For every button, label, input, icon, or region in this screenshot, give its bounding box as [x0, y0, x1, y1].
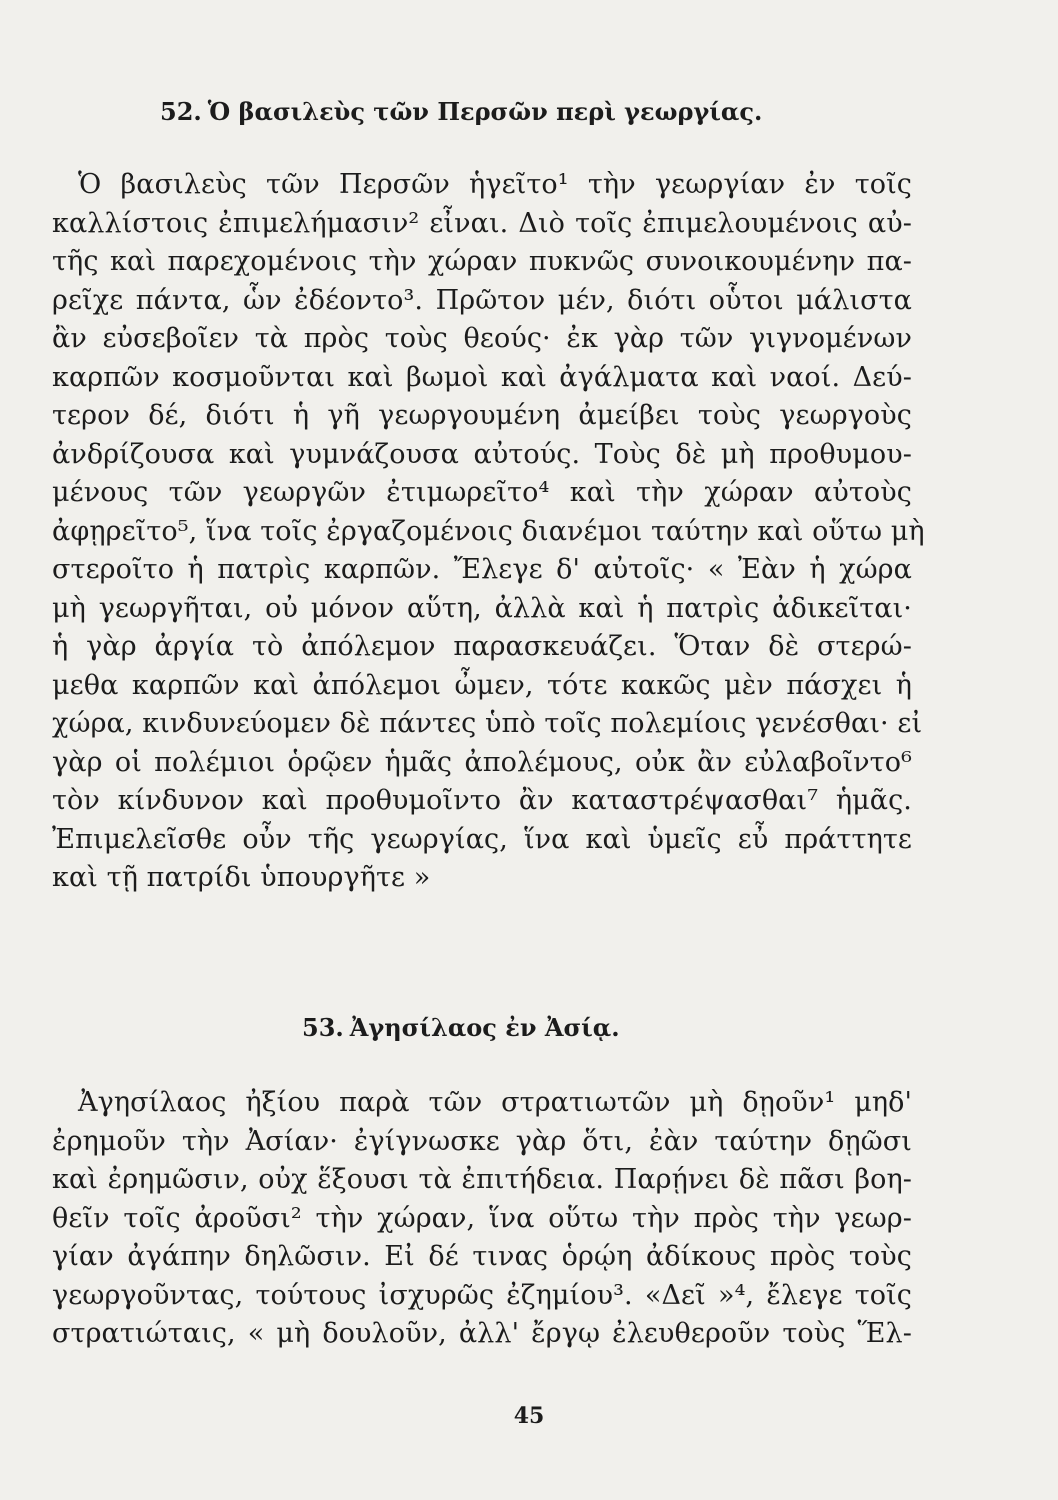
- section-52-number: 52.: [160, 97, 202, 126]
- page-number: 45: [513, 1403, 545, 1429]
- text-line: Ἐπιμελεῖσθε οὖν τῆς γεωργίας, ἵνα καὶ ὑμεῖς εὖ πράττητε: [52, 823, 912, 855]
- text-line: στεροῖτο ἡ πατρὶς καρπῶν. Ἔλεγε δ' αὐτοῖς· « Ἐὰν ἡ χώρα: [52, 554, 912, 585]
- text-line: ἐρημοῦν τὴν Ἀσίαν· ἐγίγνωσκε γὰρ ὅτι, ἐὰν ταύτην δῃῶσι: [52, 1125, 912, 1157]
- text-line: ἂν εὐσεβοῖεν τὰ πρὸς τοὺς θεούς· ἐκ γὰρ τῶν γιγνομένων: [52, 323, 912, 354]
- text-line: μεθα καρπῶν καὶ ἀπόλεμοι ὦμεν, τότε κακῶς μὲν πάσχει ἡ: [52, 669, 912, 701]
- section-53-number: 53.: [302, 1013, 344, 1042]
- text-line: γεωργοῦντας, τούτους ἰσχυρῶς ἐζημίου³. «Δεῖ »⁴, ἔλεγε τοῖς: [52, 1279, 912, 1311]
- section-52-heading: [52, 96, 912, 128]
- text-line: στρατιώταις, « μὴ δουλοῦν, ἀλλ' ἔργῳ ἐλευθεροῦν τοὺς Ἕλ-: [52, 1318, 912, 1349]
- text-line: θεῖν τοῖς ἀροῦσι² τὴν χώραν, ἵνα οὕτω τὴν πρὸς τὴν γεωρ-: [52, 1202, 912, 1234]
- text-line: ἡ γὰρ ἀργία τὸ ἀπόλεμον παρασκευάζει. Ὅταν δὲ στερώ-: [52, 631, 912, 662]
- text-line: Ὁ βασιλεὺς τῶν Περσῶν ἡγεῖτο¹ τὴν γεωργίαν ἐν τοῖς: [78, 169, 912, 200]
- section-53: [52, 1012, 912, 1354]
- text-line: τερον δέ, διότι ἡ γῆ γεωργουμένη ἀμείβει τοὺς γεωργοὺς: [52, 400, 912, 431]
- text-line: ἀνδρίζουσα καὶ γυμνάζουσα αὐτούς. Τοὺς δὲ μὴ προθυμου-: [52, 438, 912, 470]
- text-line: γὰρ οἱ πολέμιοι ὁρῷεν ἡμᾶς ἀπολέμους, οὐκ ἂν εὐλαβοῖντο⁶: [52, 746, 912, 778]
- text-line: καὶ τῇ πατρίδι ὑπουργῆτε »: [52, 862, 431, 893]
- section-52-title: Ὁ βασιλεὺς τῶν Περσῶν περὶ γεωργίας.: [207, 97, 763, 126]
- text-line: μὴ γεωργῆται, οὐ μόνον αὕτη, ἀλλὰ καὶ ἡ πατρὶς ἀδικεῖται·: [52, 592, 912, 624]
- section-52-text: [52, 166, 925, 898]
- text-line: καλλίστοις ἐπιμελήμασιν² εἶναι. Διὸ τοῖς ἐπιμελουμένοις αὐ-: [52, 207, 912, 239]
- section-53-text: [52, 1084, 912, 1354]
- section-52: [52, 96, 925, 898]
- text-line: ἀφῃρεῖτο⁵, ἵνα τοῖς ἐργαζομένοις διανέμοι ταύτην καὶ οὕτω μὴ: [52, 515, 925, 547]
- text-line: Ἀγησίλαος ἠξίου παρὰ τῶν στρατιωτῶν μὴ δῃοῦν¹ μηδ': [78, 1087, 912, 1118]
- text-line: γίαν ἀγάπην δηλῶσιν. Εἰ δέ τινας ὁρῴη ἀδίκους πρὸς τοὺς: [52, 1241, 912, 1272]
- text-line: καὶ ἐρημῶσιν, οὐχ ἕξουσι τὰ ἐπιτήδεια. Παρῄνει δὲ πᾶσι βοη-: [52, 1164, 912, 1195]
- text-line: τῆς καὶ παρεχομένοις τὴν χώραν πυκνῶς συνοικουμένην πα-: [52, 246, 912, 277]
- section-53-heading: [52, 1012, 912, 1044]
- text-line: καρπῶν κοσμοῦνται καὶ βωμοὶ καὶ ἀγάλματα καὶ ναοί. Δεύ-: [52, 361, 912, 393]
- text-line: χώρα, κινδυνεύομεν δὲ πάντες ὑπὸ τοῖς πολεμίοις γενέσθαι· εἰ: [52, 708, 923, 739]
- text-line: τὸν κίνδυνον καὶ προθυμοῖντο ἂν καταστρέψασθαι⁷ ἡμᾶς.: [52, 785, 912, 816]
- section-53-title: Ἀγησίλαος ἐν Ἀσίᾳ.: [349, 1013, 620, 1042]
- text-line: ρεῖχε πάντα, ὧν ἐδέοντο³. Πρῶτον μέν, διότι οὗτοι μάλιστα: [52, 284, 912, 316]
- text-line: μένους τῶν γεωργῶν ἐτιμωρεῖτο⁴ καὶ τὴν χώραν αὐτοὺς: [52, 477, 912, 508]
